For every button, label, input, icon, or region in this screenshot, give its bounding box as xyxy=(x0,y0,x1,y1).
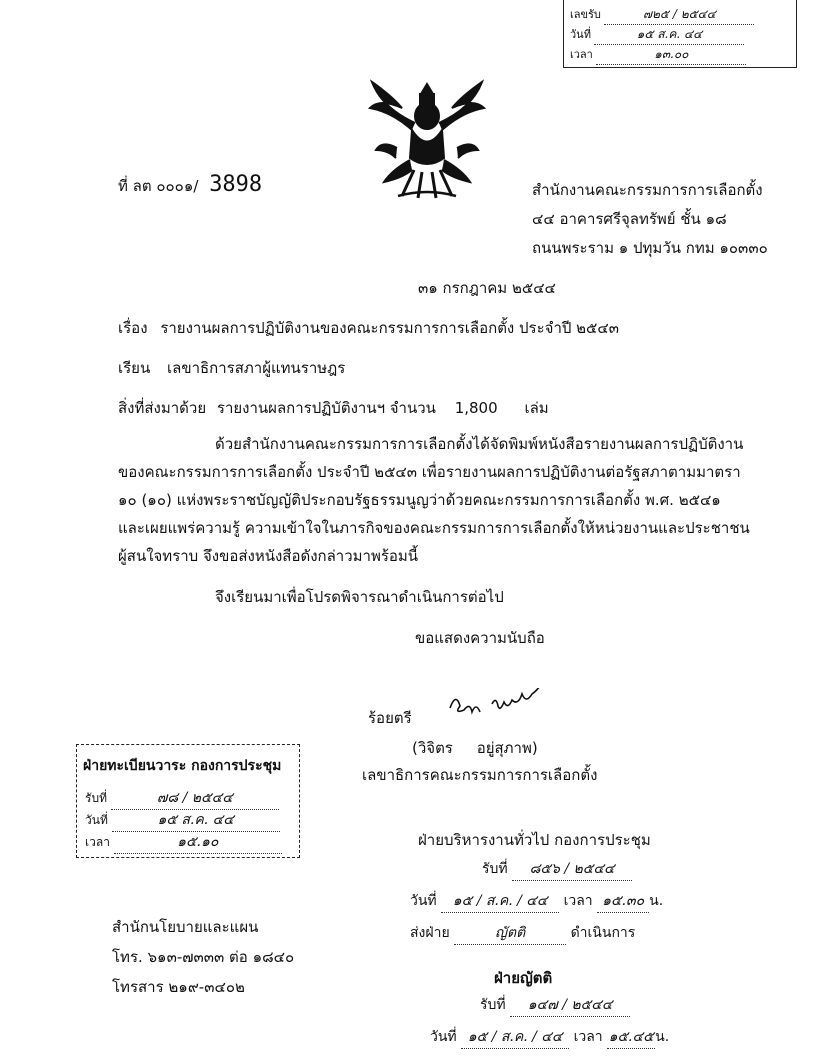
subject-line xyxy=(118,316,619,340)
stamp-label: เวลา xyxy=(563,893,593,909)
body-line: ผู้สนใจทราบ จึงขอส่งหนังสือดังกล่าวมาพร้อมนี้ xyxy=(118,547,419,565)
stamp-value: ๑๕ ส.ค. ๔๔ xyxy=(594,25,744,45)
stamp-value: ๑๔๗ / ๒๕๔๔ xyxy=(510,994,630,1017)
stamp-row-number xyxy=(570,5,754,25)
stamp-label: รับที่ xyxy=(480,997,506,1013)
stamp-label: เวลา xyxy=(573,1029,603,1045)
stamp-title: ฝ่ายญัตติ xyxy=(494,969,553,987)
stamp-label: ส่งฝ่าย xyxy=(410,925,450,941)
stamp-row-date xyxy=(430,1026,669,1049)
contact-fax: โทรสาร ๒๑๙-๓๔๐๒ xyxy=(112,978,245,996)
stamp-label: เวลา xyxy=(570,48,593,61)
stamp-value: ๗๒๕ / ๒๕๔๔ xyxy=(604,5,754,25)
stamp-label: วันที่ xyxy=(410,893,437,909)
top-receipt-stamp xyxy=(563,0,797,68)
contact-office: สำนักนโยบายและแผน xyxy=(112,918,259,936)
address-line: สำนักงานคณะกรรมการการเลือกตั้ง xyxy=(532,181,763,199)
stamp-suffix: ดำเนินการ xyxy=(570,925,636,941)
letter-date: ๓๑ กรกฎาคม ๒๕๔๔ xyxy=(418,279,556,297)
subject-label: เรื่อง xyxy=(118,319,148,337)
address-line: ถนนพระราม ๑ ปทุมวัน กทม ๑๐๓๓๐ xyxy=(532,239,768,257)
body-line: และเผยแพร่ความรู้ ความเข้าใจในภารกิจของคณะกรรมการการเลือกตั้งให้หน่วยงานและประชาชน xyxy=(118,519,750,537)
stamp-title: ฝ่ายบริหารงานทั่วไป กองการประชุม xyxy=(418,831,651,849)
signature-position: เลขาธิการคณะกรรมการการเลือกตั้ง xyxy=(362,766,598,784)
stamp-value: ๑๓.๐๐ xyxy=(596,45,746,65)
general-admin-stamp xyxy=(410,828,710,948)
office-address xyxy=(532,176,768,263)
enclosure-unit: เล่ม xyxy=(524,399,549,417)
doc-number xyxy=(118,172,262,198)
stamp-row-forward xyxy=(410,922,635,945)
body-line: ด้วยสำนักงานคณะกรรมการการเลือกตั้งได้จัดพิมพ์หนังสือรายงานผลการปฏิบัติงาน xyxy=(215,435,744,453)
enclosure-text: รายงานผลการปฏิบัติงานฯ จำนวน xyxy=(216,399,436,417)
stamp-row-number xyxy=(85,787,279,810)
to-label: เรียน xyxy=(118,359,151,377)
stamp-value: ๑๕ / ส.ค. / ๔๔ xyxy=(461,1026,569,1049)
contact-phone: โทร. ๖๑๓-๗๓๓๓ ต่อ ๑๘๔๐ xyxy=(112,948,295,966)
stamp-label: รับที่ xyxy=(85,791,107,805)
request-line: จึงเรียนมาเพื่อโปรดพิจารณาดำเนินการต่อไป xyxy=(215,588,504,606)
doc-number-value: 3898 xyxy=(209,172,263,197)
contact-block xyxy=(112,912,294,1002)
signature-rank: ร้อยตรี xyxy=(368,709,412,727)
stamp-value: ญัตติ xyxy=(454,922,566,945)
stamp-label: รับที่ xyxy=(482,861,508,877)
garuda-emblem-icon xyxy=(362,78,492,203)
agenda-registration-stamp xyxy=(76,744,300,858)
stamp-value: ๑๕.๔๕ xyxy=(607,1026,655,1049)
subject-text: รายงานผลการปฏิบัติงานของคณะกรรมการการเลือกตั้ง ประจำปี ๒๕๔๓ xyxy=(160,319,620,337)
stamp-value: ๑๕ / ส.ค. / ๔๔ xyxy=(441,890,559,913)
stamp-title: ฝ่ายทะเบียนวาระ กองการประชุม xyxy=(83,758,282,774)
stamp-value: ๑๕.๓๐ xyxy=(597,890,649,913)
to-text: เลขาธิการสภาผู้แทนราษฎร xyxy=(167,359,346,377)
enclosure-line xyxy=(118,396,549,420)
signature-name: (วิจิตร อยู่สุภาพ) xyxy=(412,739,538,757)
stamp-suffix: น. xyxy=(649,893,664,909)
stamp-row-number xyxy=(480,994,630,1017)
stamp-label: วันที่ xyxy=(430,1029,457,1045)
to-line xyxy=(118,356,345,380)
enclosure-label: สิ่งที่ส่งมาด้วย xyxy=(118,399,207,417)
stamp-value: ๘๕๖ / ๒๕๔๔ xyxy=(512,858,632,881)
stamp-label: วันที่ xyxy=(85,813,108,827)
stamp-row-date xyxy=(410,890,663,913)
stamp-value: ๗๘ / ๒๕๔๔ xyxy=(111,787,279,810)
stamp-row-time xyxy=(85,831,282,854)
enclosure-qty: 1,800 xyxy=(454,399,498,417)
closing-line: ขอแสดงความนับถือ xyxy=(415,629,545,647)
stamp-label: เวลา xyxy=(85,835,110,849)
stamp-row-number xyxy=(482,858,632,881)
motions-stamp xyxy=(430,966,710,1056)
stamp-value: ๑๕ ส.ค. ๔๔ xyxy=(112,809,280,832)
stamp-label: เลขรับ xyxy=(570,8,601,21)
signature-icon xyxy=(446,688,556,720)
stamp-row-time xyxy=(570,45,746,65)
stamp-label: วันที่ xyxy=(570,28,591,41)
body-line: ของคณะกรรมการการเลือกตั้ง ประจำปี ๒๕๔๓ เพื่อรายงานผลการปฏิบัติงานต่อรัฐสภาตามมาตรา xyxy=(118,463,741,481)
address-line: ๔๔ อาคารศรีจุลทรัพย์ ชั้น ๑๘ xyxy=(532,210,727,228)
stamp-suffix: น. xyxy=(655,1029,670,1045)
stamp-row-date xyxy=(570,25,744,45)
stamp-value: ๑๕.๑๐ xyxy=(114,831,282,854)
doc-number-prefix: ที่ ลต ๐๐๐๑/ xyxy=(118,177,199,195)
body-line: ๑๐ (๑๐) แห่งพระราชบัญญัติประกอบรัฐธรรมนูญว่าด้วยคณะกรรมการการเลือกตั้ง พ.ศ. ๒๕๔๑ xyxy=(118,491,721,509)
stamp-row-date xyxy=(85,809,280,832)
